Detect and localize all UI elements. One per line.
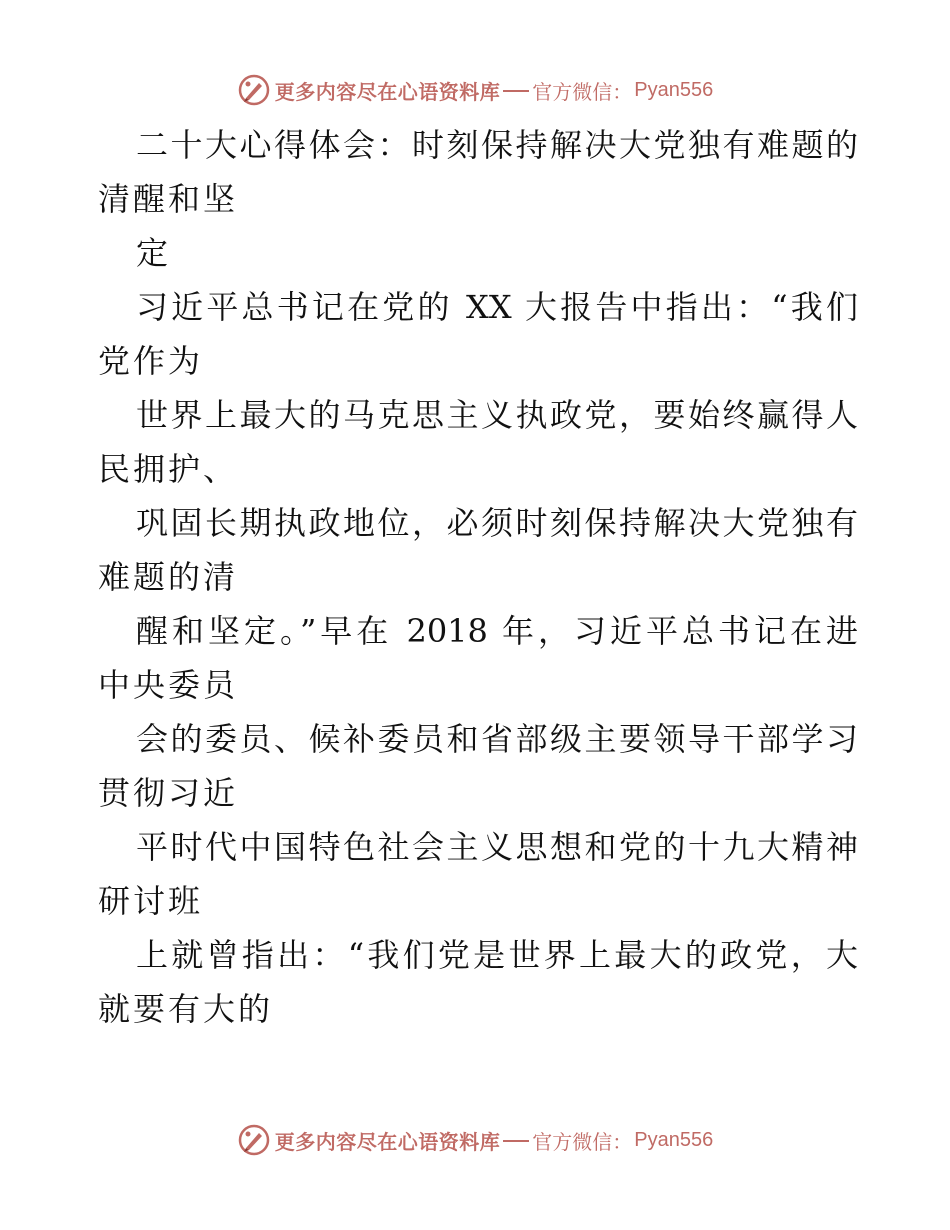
footer-wechat-label: 官方微信：: [532, 1129, 633, 1154]
pen-logo-icon: [237, 73, 271, 107]
doc-line: 巩固长期执政地位，必须时刻保持解决大党独有: [136, 504, 858, 542]
doc-line: 醒和坚定。”早在 2018 年，习近平总书记在进: [136, 612, 858, 650]
doc-line: 清醒和坚: [98, 180, 239, 218]
pen-logo-icon: [237, 1123, 271, 1157]
doc-line: 会的委员、候补委员和省部级主要领导干部学习: [136, 720, 858, 758]
doc-line: 民拥护、: [98, 450, 239, 488]
doc-line: 就要有大的: [98, 990, 274, 1028]
doc-line: 定: [136, 234, 172, 272]
footer-banner-dash: [503, 1140, 529, 1142]
doc-line: 二十大心得体会：时刻保持解决大党独有难题的: [136, 126, 858, 164]
doc-line: 世界上最大的马克思主义执政党，要始终赢得人: [136, 396, 858, 434]
header-wechat-label: 官方微信：: [532, 79, 633, 104]
document-body: [98, 118, 858, 1036]
footer-wechat-id: Pyan556: [634, 1128, 714, 1151]
doc-line: 党作为: [98, 342, 204, 380]
doc-line: 中央委员: [98, 666, 239, 704]
doc-line: 平时代中国特色社会主义思想和党的十九大精神: [136, 828, 858, 866]
doc-line: 上就曾指出：“我们党是世界上最大的政党，大: [136, 936, 858, 974]
doc-line: 贯彻习近: [98, 774, 239, 812]
footer-banner: [0, 1120, 950, 1160]
footer-banner-text: 更多内容尽在心语资料库: [274, 1129, 501, 1154]
header-wechat-id: Pyan556: [634, 78, 714, 101]
doc-line: 习近平总书记在党的 XX 大报告中指出：“我们: [136, 288, 858, 326]
header-banner: [0, 70, 950, 110]
doc-line: 难题的清: [98, 558, 239, 596]
header-banner-dash: [503, 90, 529, 92]
header-banner-text: 更多内容尽在心语资料库: [274, 79, 501, 104]
doc-line: 研讨班: [98, 882, 204, 920]
